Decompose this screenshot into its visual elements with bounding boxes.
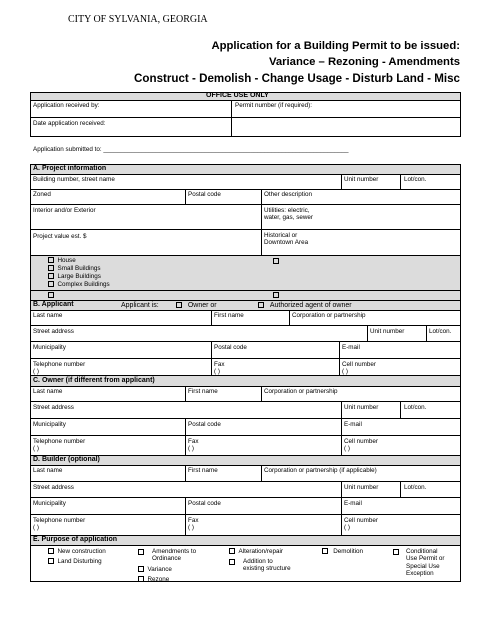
new-construction-checkbox[interactable]: New construction bbox=[48, 548, 106, 555]
variance-checkbox[interactable]: Variance bbox=[138, 566, 172, 573]
application-form-frame bbox=[30, 164, 461, 582]
section-d-heading: D. Builder (optional) bbox=[33, 456, 100, 463]
owner-email-field[interactable]: E-mail bbox=[344, 421, 362, 428]
conditional-use-label: Conditional Use Permit or Special Use Exception bbox=[406, 548, 445, 578]
owner-postal-code-field[interactable]: Postal code bbox=[188, 421, 221, 428]
checkbox-icon bbox=[138, 576, 144, 582]
other-description-field[interactable]: Other description bbox=[264, 191, 312, 198]
applicant-fax-field[interactable]: Fax ( ) bbox=[214, 361, 225, 376]
owner-last-name-field[interactable]: Last name bbox=[33, 388, 63, 395]
large-buildings-checkbox[interactable]: Large Buildings bbox=[48, 273, 101, 280]
applicant-corporation-field[interactable]: Corporation or partnership bbox=[292, 312, 366, 319]
owner-lot-con-field[interactable]: Lot/con. bbox=[404, 404, 427, 411]
applicant-is-label: Applicant is: bbox=[121, 302, 159, 309]
utilities-field[interactable]: Utilities: electric, water, gas, sewer bbox=[264, 207, 313, 222]
zoned-field[interactable]: Zoned bbox=[33, 191, 51, 198]
rezone-checkbox[interactable]: Rezone bbox=[138, 576, 169, 583]
date-received-label: Date application received: bbox=[33, 120, 106, 127]
applicant-owner-checkbox[interactable]: Owner or bbox=[176, 302, 217, 309]
applicant-postal-code-field[interactable]: Postal code bbox=[214, 344, 247, 351]
owner-first-name-field[interactable]: First name bbox=[188, 388, 218, 395]
house-checkbox[interactable]: House bbox=[48, 257, 76, 264]
received-by-label: Application received by: bbox=[33, 102, 100, 109]
builder-corporation-field[interactable]: Corporation or partnership (if applicable) bbox=[264, 467, 377, 474]
submitted-to-line[interactable]: Application submitted to: ______________________________________________________________________ bbox=[33, 146, 349, 153]
builder-street-address-field[interactable]: Street address bbox=[33, 484, 74, 491]
extra-checkbox-left[interactable] bbox=[48, 292, 54, 298]
builder-last-name-field[interactable]: Last name bbox=[33, 467, 63, 474]
checkbox-icon bbox=[48, 281, 54, 287]
addition-label: Addition to existing structure bbox=[243, 558, 291, 573]
owner-unit-number-field[interactable]: Unit number bbox=[344, 404, 379, 411]
builder-municipality-field[interactable]: Municipality bbox=[33, 500, 66, 507]
owner-cell-field[interactable]: Cell number ( ) bbox=[344, 438, 378, 453]
land-disturbing-checkbox[interactable]: Land Disturbing bbox=[48, 558, 102, 565]
conditional-use-checkbox[interactable] bbox=[393, 549, 399, 555]
owner-fax-field[interactable]: Fax ( ) bbox=[188, 438, 199, 453]
applicant-first-name-field[interactable]: First name bbox=[214, 312, 244, 319]
builder-postal-code-field[interactable]: Postal code bbox=[188, 500, 221, 507]
project-unit-number-field[interactable]: Unit number bbox=[344, 176, 379, 183]
small-buildings-checkbox[interactable]: Small Buildings bbox=[48, 265, 101, 272]
applicant-telephone-field[interactable]: Telephone number ( ) bbox=[33, 361, 86, 376]
project-lot-con-field[interactable]: Lot/con. bbox=[404, 176, 427, 183]
historical-field[interactable]: Historical or Downtown Area bbox=[264, 232, 309, 247]
owner-telephone-field[interactable]: Telephone number ( ) bbox=[33, 438, 86, 453]
builder-first-name-field[interactable]: First name bbox=[188, 467, 218, 474]
extra-checkbox-right[interactable] bbox=[273, 292, 279, 298]
project-postal-code-field[interactable]: Postal code bbox=[188, 191, 221, 198]
office-use-heading: OFFICE USE ONLY bbox=[206, 92, 269, 99]
building-number-field[interactable]: Building number, street name bbox=[33, 176, 115, 183]
amendments-label: Amendments to Ordinance bbox=[152, 548, 197, 563]
checkbox-icon bbox=[258, 302, 264, 308]
section-b-heading: B. Applicant bbox=[33, 301, 74, 308]
applicant-email-field[interactable]: E-mail bbox=[342, 344, 360, 351]
applicant-agent-checkbox[interactable]: Authorized agent of owner bbox=[258, 302, 352, 309]
applicant-street-address-field[interactable]: Street address bbox=[33, 328, 74, 335]
owner-municipality-field[interactable]: Municipality bbox=[33, 421, 66, 428]
addition-checkbox[interactable] bbox=[229, 559, 235, 565]
checkbox-icon bbox=[322, 548, 328, 554]
builder-email-field[interactable]: E-mail bbox=[344, 500, 362, 507]
section-e-heading: E. Purpose of application bbox=[33, 536, 118, 543]
builder-fax-field[interactable]: Fax ( ) bbox=[188, 517, 199, 532]
other-type-checkbox-right[interactable] bbox=[273, 258, 279, 264]
demolition-checkbox[interactable]: Demolition bbox=[322, 548, 363, 555]
alteration-checkbox[interactable]: Alteration/repair bbox=[229, 548, 283, 555]
owner-street-address-field[interactable]: Street address bbox=[33, 404, 74, 411]
checkbox-icon bbox=[229, 548, 235, 554]
project-value-field[interactable]: Project value est. $ bbox=[33, 233, 87, 240]
checkbox-icon bbox=[176, 302, 182, 308]
builder-lot-con-field[interactable]: Lot/con. bbox=[404, 484, 427, 491]
section-a-heading: A. Project information bbox=[33, 165, 107, 172]
applicant-lot-con-field[interactable]: Lot/con. bbox=[429, 328, 452, 335]
checkbox-icon bbox=[48, 548, 54, 554]
checkbox-icon bbox=[48, 273, 54, 279]
section-c-heading: C. Owner (if different from applicant) bbox=[33, 377, 155, 384]
complex-buildings-checkbox[interactable]: Complex Buildings bbox=[48, 281, 110, 288]
applicant-unit-number-field[interactable]: Unit number bbox=[370, 328, 405, 335]
checkbox-icon bbox=[48, 257, 54, 263]
builder-unit-number-field[interactable]: Unit number bbox=[344, 484, 379, 491]
builder-cell-field[interactable]: Cell number ( ) bbox=[344, 517, 378, 532]
checkbox-icon bbox=[138, 566, 144, 572]
form-title-line2: Variance – Rezoning - Amendments bbox=[268, 56, 460, 68]
applicant-last-name-field[interactable]: Last name bbox=[33, 312, 63, 319]
form-title-line1: Application for a Building Permit to be issued: bbox=[211, 40, 460, 52]
city-name: CITY OF SYLVANIA, GEORGIA bbox=[68, 14, 208, 25]
builder-telephone-field[interactable]: Telephone number ( ) bbox=[33, 517, 86, 532]
checkbox-icon bbox=[48, 558, 54, 564]
permit-number-label: Permit number (if required): bbox=[235, 102, 312, 109]
applicant-municipality-field[interactable]: Municipality bbox=[33, 344, 66, 351]
form-title-line3: Construct - Demolish - Change Usage - Disturb Land - Misc bbox=[134, 72, 460, 85]
checkbox-icon bbox=[48, 265, 54, 271]
interior-exterior-field[interactable]: Interior and/or Exterior bbox=[33, 207, 96, 214]
applicant-cell-field[interactable]: Cell number ( ) bbox=[342, 361, 376, 376]
amendments-checkbox[interactable] bbox=[138, 549, 144, 555]
owner-corporation-field[interactable]: Corporation or partnership bbox=[264, 388, 338, 395]
